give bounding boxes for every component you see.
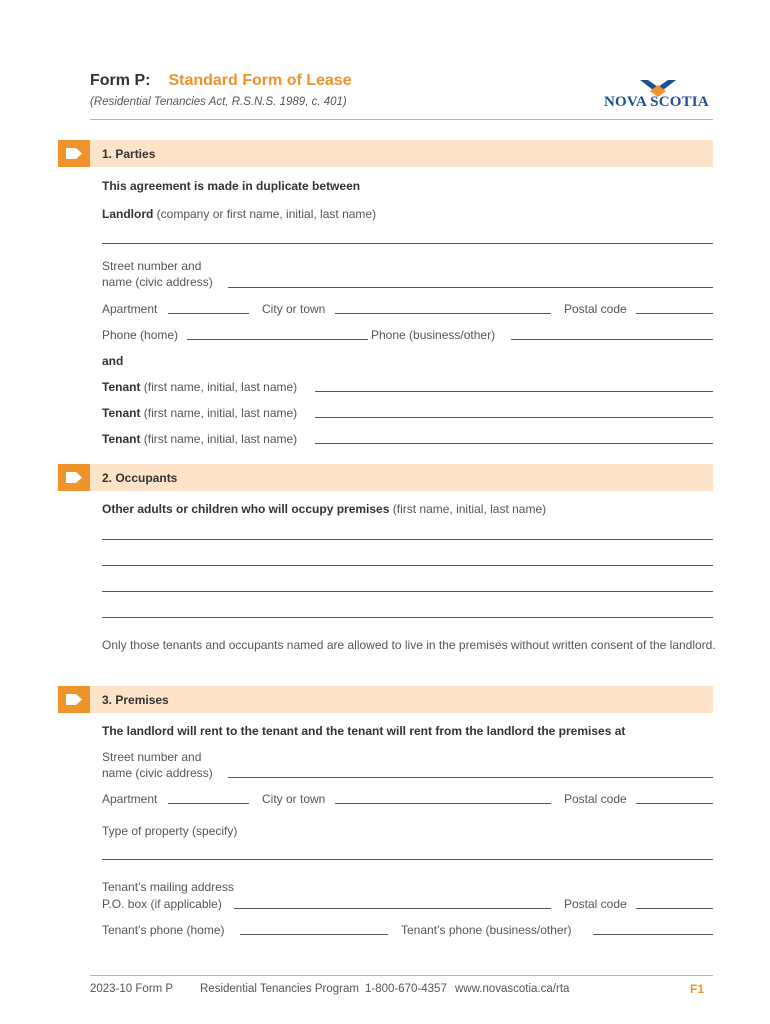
footer-form-code: 2023-10 Form P — [90, 983, 174, 995]
premises-street-label-line2: name (civic address) — [102, 766, 213, 780]
mailing-postal-label: Postal code — [564, 897, 627, 911]
tenant-label: Tenant — [102, 432, 141, 446]
occupants-note: Only those tenants and occupants named are allowed to live in the premises without written consent of the landlord. — [102, 638, 716, 652]
tenant-label: Tenant — [102, 406, 141, 420]
phone-home-label: Phone (home) — [102, 328, 179, 342]
premises-intro: The landlord will rent to the tenant and the tenant will rent from the landlord the premises at — [102, 724, 626, 738]
section-title: 2. Occupants — [102, 471, 178, 485]
section-occupants-header — [58, 464, 713, 491]
po-box-field[interactable] — [234, 908, 551, 909]
landlord-city-field[interactable] — [335, 313, 551, 314]
section-parties-header — [58, 140, 713, 167]
occupant-line-2[interactable] — [102, 565, 713, 566]
landlord-label-row — [102, 207, 376, 221]
mailing-address-label: Tenant’s mailing address — [102, 880, 234, 894]
page-number: F1 — [690, 982, 705, 996]
logo-wordmark: NOVA SCOTIA — [604, 94, 709, 110]
tenant-3-name-field[interactable] — [315, 443, 713, 444]
section-title: 3. Premises — [102, 693, 169, 707]
occupants-intro: Other adults or children who will occupy premises — [102, 502, 390, 516]
premises-postal-label: Postal code — [564, 792, 627, 806]
form-label: Form P: — [90, 72, 151, 89]
premises-street-field[interactable] — [228, 777, 713, 778]
street-label-line1: Street number and — [102, 259, 202, 273]
tenant-1-label-row — [102, 380, 297, 394]
street-label-line2: name (civic address) — [102, 275, 213, 289]
footer-website[interactable]: www.novascotia.ca/rta — [455, 983, 570, 995]
form-name: Standard Form of Lease — [168, 72, 352, 89]
footer-divider — [90, 975, 713, 976]
premises-city-field[interactable] — [335, 803, 551, 804]
occupants-intro-row — [102, 502, 546, 516]
arrow-tag-icon — [66, 694, 82, 705]
tenant-2-label-row — [102, 406, 297, 420]
arrow-tag-icon — [66, 148, 82, 159]
agreement-intro: This agreement is made in duplicate between — [102, 179, 361, 193]
po-box-label: P.O. box (if applicable) — [102, 897, 222, 911]
apartment-label: Apartment — [102, 302, 158, 316]
tenant-2-name-field[interactable] — [315, 417, 713, 418]
landlord-phone-business-field[interactable] — [511, 339, 713, 340]
footer-phone: 1-800-670-4357 — [365, 983, 447, 995]
property-type-field[interactable] — [102, 859, 713, 860]
landlord-street-field[interactable] — [228, 287, 713, 288]
landlord-postal-field[interactable] — [636, 313, 713, 314]
tenant-3-label-row — [102, 432, 297, 446]
premises-apartment-field[interactable] — [168, 803, 249, 804]
mailing-postal-field[interactable] — [636, 908, 713, 909]
property-type-label: Type of property (specify) — [102, 824, 238, 838]
tenant-hint: (first name, initial, last name) — [143, 432, 298, 446]
tenant-phone-home-field[interactable] — [240, 934, 388, 935]
tenant-hint: (first name, initial, last name) — [143, 380, 298, 394]
premises-postal-field[interactable] — [636, 803, 713, 804]
occupants-hint: (first name, initial, last name) — [392, 502, 547, 516]
occupant-line-4[interactable] — [102, 617, 713, 618]
landlord-hint: (company or first name, initial, last name) — [156, 207, 377, 221]
section-tab — [58, 140, 90, 167]
footer-program: Residential Tenancies Program — [200, 983, 359, 995]
premises-street-label-line1: Street number and — [102, 750, 202, 764]
section-tab — [58, 686, 90, 713]
tenant-label: Tenant — [102, 380, 141, 394]
landlord-label: Landlord — [102, 207, 154, 221]
form-title — [90, 72, 352, 90]
tenant-phone-home-label: Tenant’s phone (home) — [102, 923, 225, 937]
occupant-line-3[interactable] — [102, 591, 713, 592]
tenant-hint: (first name, initial, last name) — [143, 406, 298, 420]
header-divider — [90, 119, 713, 120]
section-title: 1. Parties — [102, 147, 156, 161]
tenant-1-name-field[interactable] — [315, 391, 713, 392]
arrow-tag-icon — [66, 472, 82, 483]
occupant-line-1[interactable] — [102, 539, 713, 540]
tenant-phone-business-label: Tenant’s phone (business/other) — [401, 923, 572, 937]
city-label: City or town — [262, 302, 326, 316]
and-label: and — [102, 354, 124, 368]
form-subtitle: (Residential Tenancies Act, R.S.N.S. 1989, c. 401) — [90, 96, 347, 108]
postal-label: Postal code — [564, 302, 627, 316]
nova-scotia-logo — [602, 78, 715, 112]
premises-apartment-label: Apartment — [102, 792, 158, 806]
section-premises-header — [58, 686, 713, 713]
landlord-phone-home-field[interactable] — [187, 339, 368, 340]
tenant-phone-business-field[interactable] — [593, 934, 713, 935]
section-tab — [58, 464, 90, 491]
premises-city-label: City or town — [262, 792, 326, 806]
phone-business-label: Phone (business/other) — [371, 328, 496, 342]
landlord-apartment-field[interactable] — [168, 313, 249, 314]
landlord-name-field[interactable] — [102, 243, 713, 244]
